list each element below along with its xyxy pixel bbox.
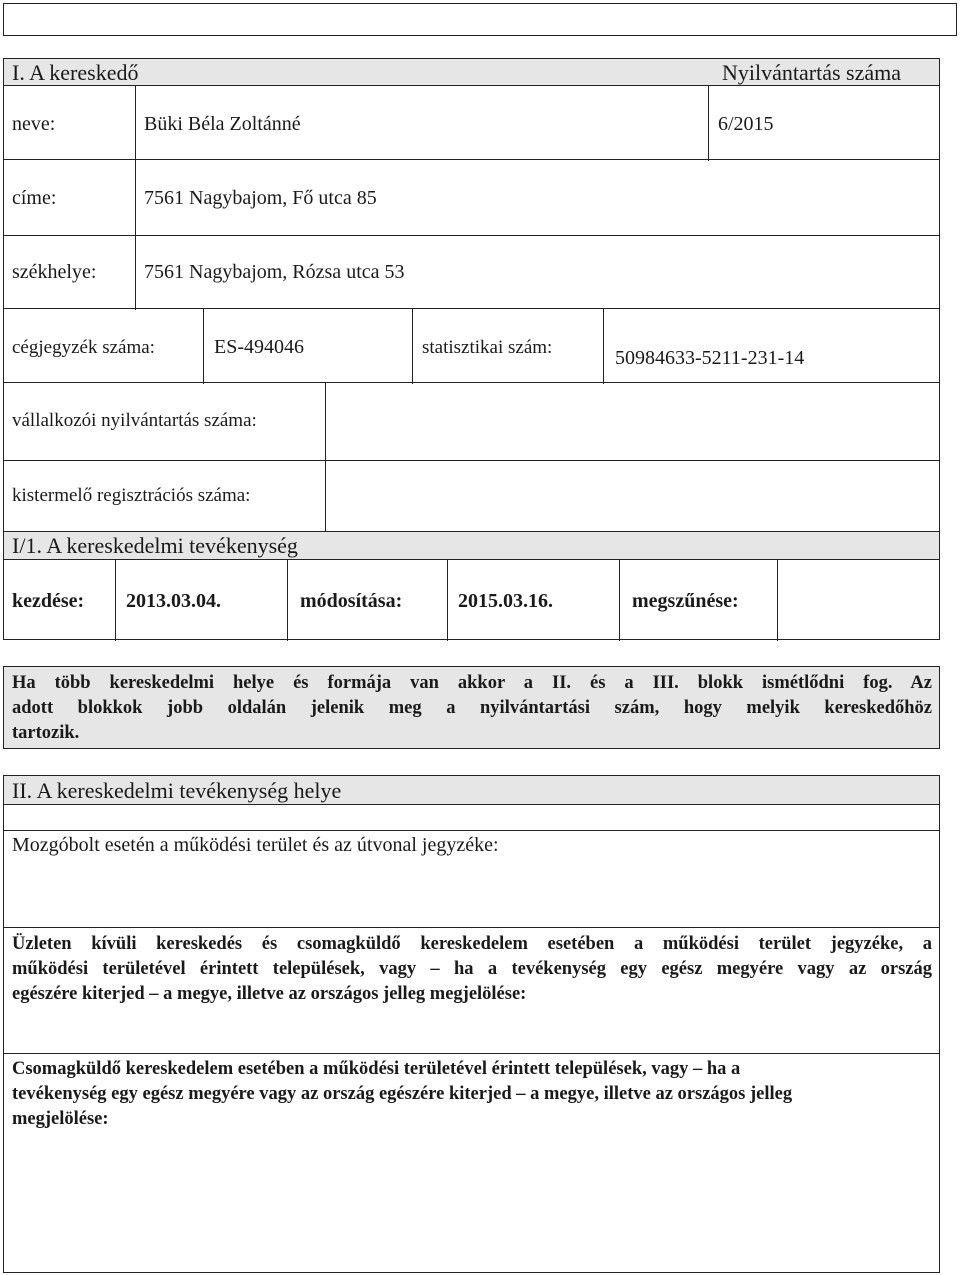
activity-header <box>3 531 940 560</box>
end-label: megszűnése: <box>632 590 739 612</box>
address-label: címe: <box>12 187 57 209</box>
section-ii-header <box>3 775 940 805</box>
outside-shop-line-2: működési területével érintett települések, vagy – ha a tevékenység egy egész megyére vagy az ország <box>12 959 932 979</box>
top-empty-box <box>3 3 957 36</box>
registration-number-value: 6/2015 <box>718 113 774 135</box>
outside-shop-line-3: egészére kiterjed – a megye, illetve az országos jelleg megjelölése: <box>12 984 527 1004</box>
company-reg-label: cégjegyzék száma: <box>12 337 155 358</box>
mobile-shop-box <box>3 830 940 928</box>
statistical-number-label: statisztikai szám: <box>422 337 553 358</box>
outside-shop-line-1: Üzleten kívüli kereskedés és csomagküldő kereskedelem esetében a működési terület jegyzéke, a <box>12 934 932 954</box>
divider <box>325 383 326 462</box>
address-value: 7561 Nagybajom, Fő utca 85 <box>144 187 377 209</box>
section-i-title: I. A kereskedő <box>12 60 139 85</box>
statistical-number-value: 50984633-5211-231-14 <box>615 347 805 369</box>
address-row <box>3 159 940 236</box>
registration-number-label: Nyilvántartás száma <box>722 60 901 85</box>
divider <box>135 236 136 310</box>
divider <box>115 560 116 641</box>
entrepreneur-reg-label: vállalkozói nyilvántartás száma: <box>12 410 257 431</box>
seat-label: székhelye: <box>12 261 97 283</box>
section-ii-empty-row <box>3 804 940 831</box>
start-label: kezdése: <box>12 590 85 612</box>
activity-title: I/1. A kereskedelmi tevékenység <box>12 533 298 558</box>
modified-value: 2015.03.16. <box>458 590 553 612</box>
name-value: Büki Béla Zoltánné <box>144 113 301 135</box>
mobile-shop-label: Mozgóbolt esetén a működési terület és az útvonal jegyzéke: <box>12 834 499 856</box>
company-reg-row <box>3 308 940 383</box>
mail-order-line-1: Csomagküldő kereskedelem esetében a működési területével érintett települések, vagy – ha a <box>12 1059 741 1079</box>
company-reg-value: ES-494046 <box>214 336 304 358</box>
repeat-note-line-3: tartozik. <box>12 723 80 743</box>
producer-reg-label: kistermelő regisztrációs száma: <box>12 485 251 506</box>
divider <box>203 309 204 384</box>
divider <box>135 86 136 161</box>
modified-label: módosítása: <box>300 590 403 612</box>
section-i-header <box>3 58 940 86</box>
start-value: 2013.03.04. <box>126 590 221 612</box>
repeat-note-line-1: Ha több kereskedelmi helye és formája van akkor a II. és a III. blokk ismétlődni fog. Az <box>12 673 932 693</box>
outside-shop-box <box>3 927 940 1054</box>
mail-order-line-2: tevékenység egy egész megyére vagy az ország egészére kiterjed – a megye, illetve az országos jelleg <box>12 1084 793 1104</box>
mail-order-box <box>3 1053 940 1273</box>
divider <box>777 560 778 641</box>
divider <box>708 86 709 161</box>
name-label: neve: <box>12 113 56 135</box>
divider <box>603 309 604 384</box>
mail-order-line-3: megjelölése: <box>12 1109 109 1129</box>
repeat-note-box <box>3 666 940 749</box>
entrepreneur-reg-row <box>3 382 940 461</box>
divider <box>287 560 288 641</box>
name-row <box>3 85 940 160</box>
repeat-note-line-2: adott blokkok jobb oldalán jelenik meg a nyilvántartási szám, hogy melyik kereskedőhöz <box>12 698 932 718</box>
divider <box>619 560 620 641</box>
divider <box>412 309 413 384</box>
divider <box>325 461 326 533</box>
divider <box>447 560 448 641</box>
producer-reg-row <box>3 460 940 532</box>
activity-dates-row <box>3 559 940 640</box>
seat-value: 7561 Nagybajom, Rózsa utca 53 <box>144 261 405 283</box>
seat-row <box>3 235 940 309</box>
divider <box>135 160 136 237</box>
section-ii-title: II. A kereskedelmi tevékenység helye <box>12 778 342 803</box>
